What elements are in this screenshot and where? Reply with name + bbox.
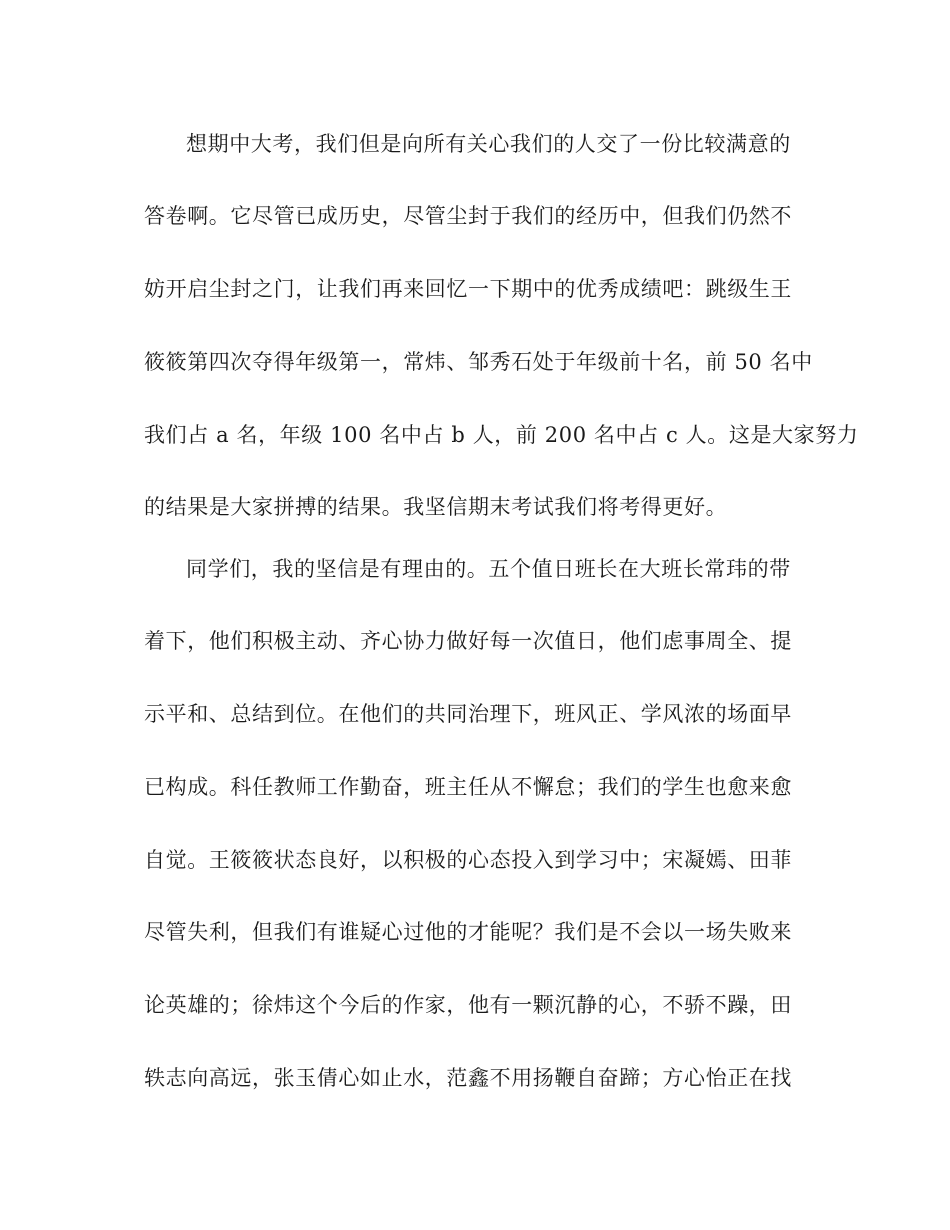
paragraph-2-line-5: 自觉。王筱筱状态良好，以积极的心态投入到学习中；宋凝嫣、田菲 [144,848,792,872]
paragraph-1-line-5: 我们占 a 名，年级 100 名中占 b 人，前 200 名中占 c 人。这是大家努力 [144,423,859,447]
paragraph-1-line-1: 想期中大考，我们但是向所有关心我们的人交了一份比较满意的 [186,132,791,156]
paragraph-2-line-3: 示平和、总结到位。在他们的共同治理下，班风正、学风浓的场面早 [144,702,792,726]
paragraph-1-line-6: 的结果是大家拼搏的结果。我坚信期末考试我们将考得更好。 [144,495,728,519]
paragraph-2-line-7: 论英雄的；徐炜这个今后的作家，他有一颗沉静的心，不骄不躁，田 [144,993,792,1017]
paragraph-1-line-3: 妨开启尘封之门，让我们再来回忆一下期中的优秀成绩吧：跳级生王 [144,277,792,301]
paragraph-2-line-6: 尽管失利，但我们有谁疑心过他的才能呢？我们是不会以一场失败来 [144,920,792,944]
paragraph-1-line-4: 筱筱第四次夺得年级第一，常炜、邹秀石处于年级前十名，前 50 名中 [144,350,813,374]
paragraph-1-line-2: 答卷啊。它尽管已成历史，尽管尘封于我们的经历中，但我们仍然不 [144,204,792,228]
paragraph-2-line-4: 已构成。科任教师工作勤奋，班主任从不懈怠；我们的学生也愈来愈 [144,775,792,799]
paragraph-2-line-1: 同学们，我的坚信是有理由的。五个值日班长在大班长常玮的带 [186,557,791,581]
paragraph-2-line-2: 着下，他们积极主动、齐心协力做好每一次值日，他们虑事周全、提 [144,629,792,653]
paragraph-2-line-8: 轶志向高远，张玉倩心如止水，范鑫不用扬鞭自奋蹄；方心怡正在找 [144,1066,792,1090]
